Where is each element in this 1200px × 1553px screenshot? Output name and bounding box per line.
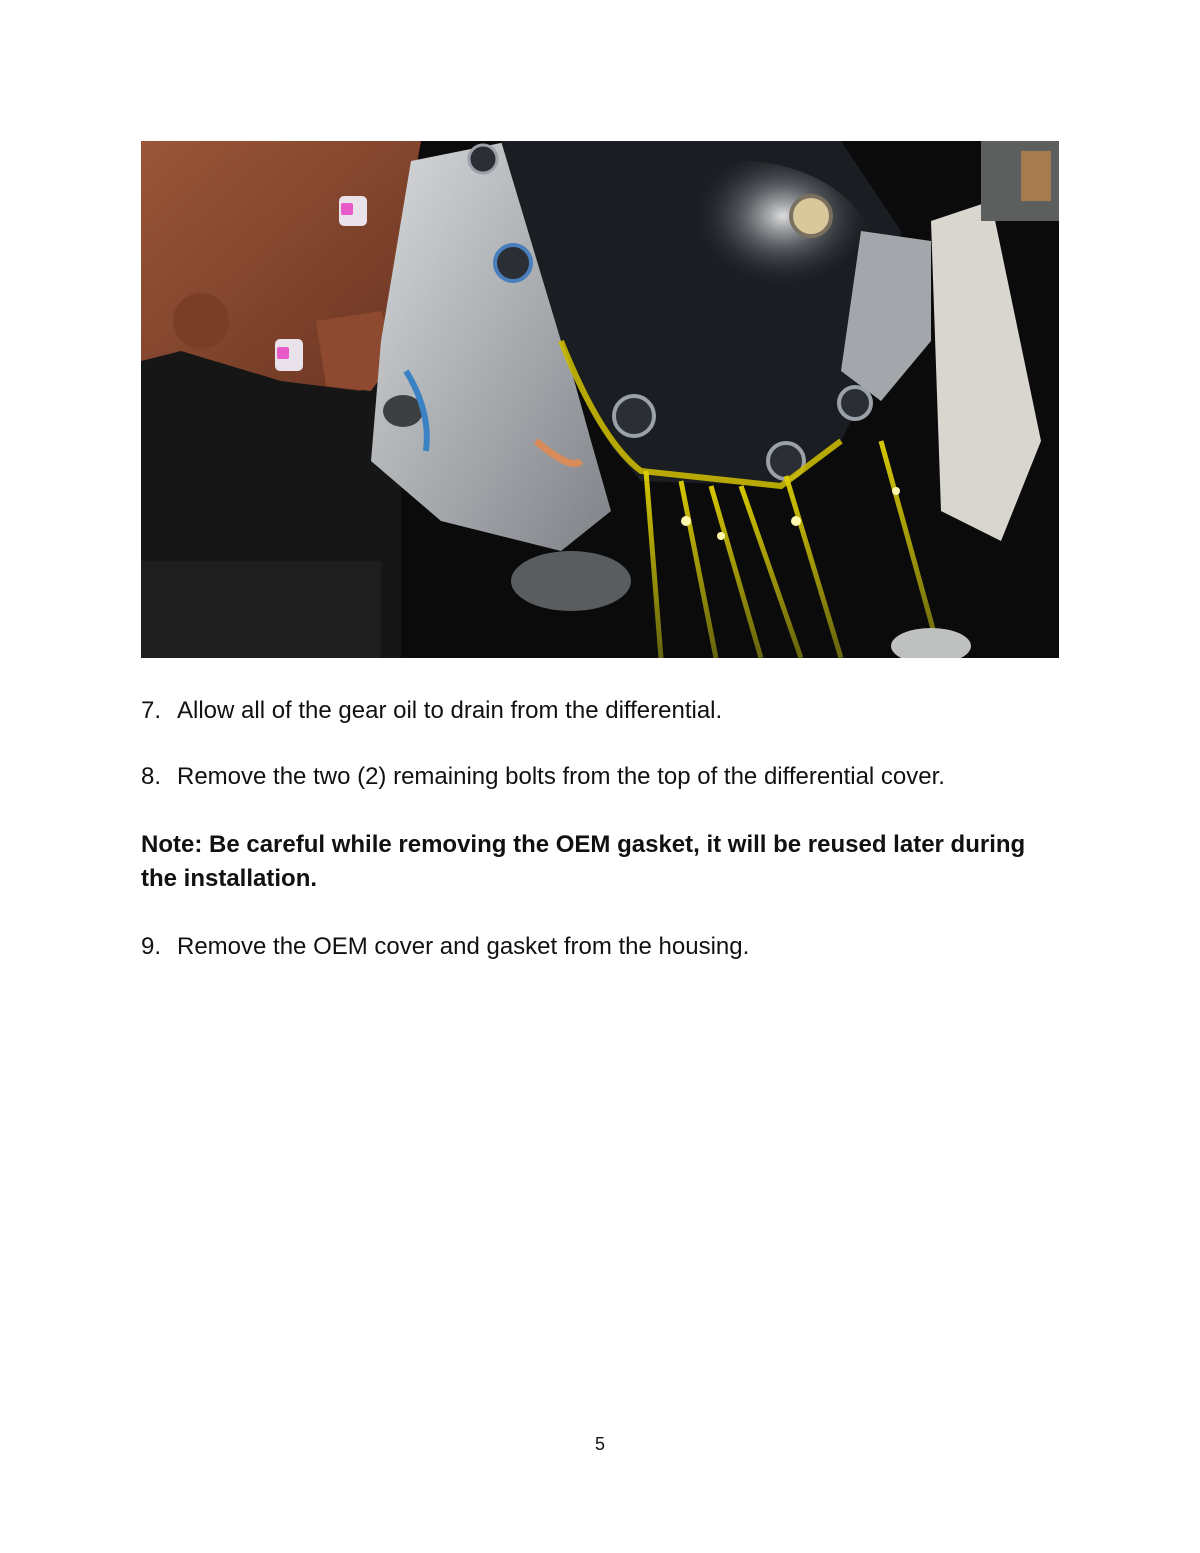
page-number: 5 <box>594 1434 605 1454</box>
step-text: Remove the two (2) remaining bolts from the top of the differential cover. <box>177 763 945 790</box>
step-number: 8. <box>141 763 162 790</box>
step-text: Allow all of the gear oil to drain from the differential. <box>177 697 723 724</box>
step-9 <box>141 931 749 963</box>
step-7 <box>141 695 722 727</box>
step-8 <box>141 761 945 793</box>
step-number: 7. <box>141 697 162 724</box>
step-number: 9. <box>141 933 162 960</box>
differential-draining-photo <box>141 141 1059 658</box>
step-text: Remove the OEM cover and gasket from the housing. <box>177 933 750 960</box>
caution-note: Note: Be careful while removing the OEM gasket, it will be reused later during the installation. <box>141 831 1026 892</box>
